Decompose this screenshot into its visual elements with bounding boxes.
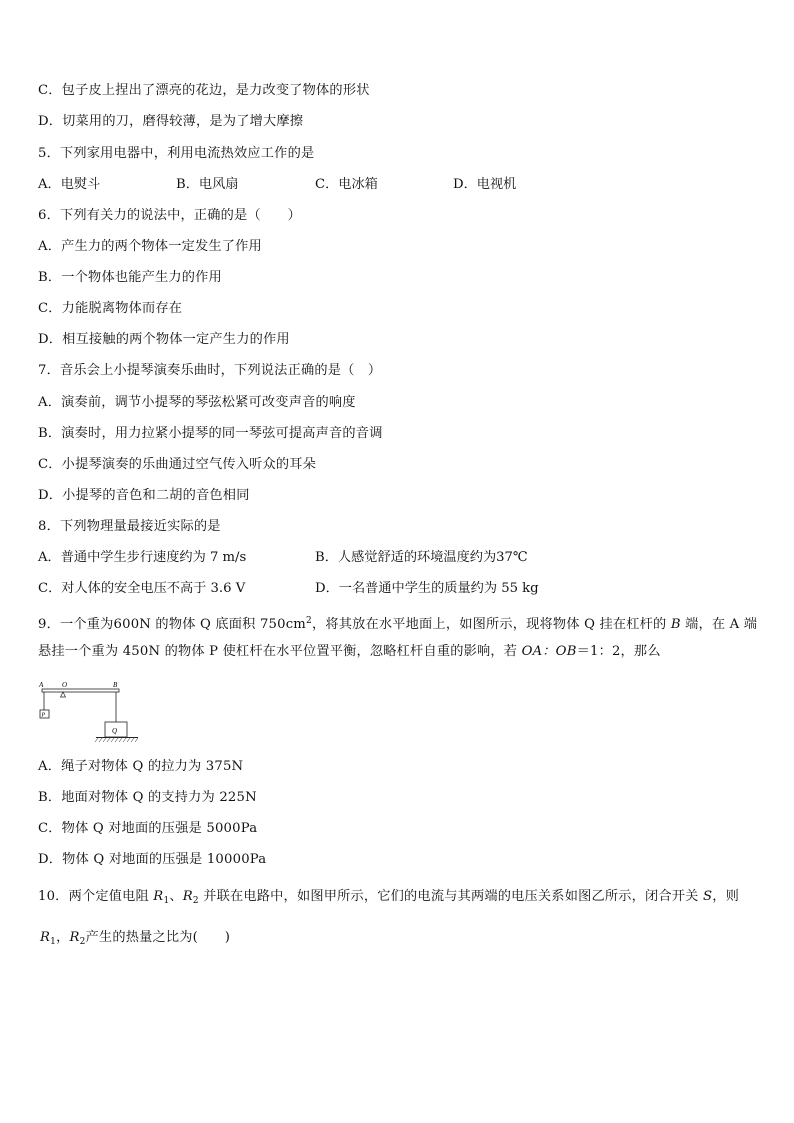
- q10-line2-r1: R: [40, 930, 51, 945]
- q10-line2-r2-subscript: 2: [79, 937, 86, 947]
- q5-option-c: C．电冰箱: [315, 177, 378, 192]
- q10-text-1: 10．两个定值电阻: [38, 889, 154, 904]
- q10-text-3: ，则: [712, 889, 739, 904]
- q8-option-c: C．对人体的安全电压不高于 3.6 V: [38, 581, 246, 596]
- q9-option-a: A．绳子对物体 Q 的拉力为 375N: [38, 759, 244, 774]
- lever-bar: [42, 689, 119, 692]
- q10-text-2: 并联在电路中，如图甲所示，它们的电流与其两端的电压关系如图乙所示，闭合开关: [198, 889, 703, 904]
- q5-option-d: D．电视机: [453, 177, 517, 192]
- q10-r1-subscript: 1: [163, 896, 170, 906]
- q9-stem-superscript: 2: [306, 616, 312, 626]
- q7-stem: 7．音乐会上小提琴演奏乐曲时，下列说法正确的是（ ）: [38, 363, 382, 378]
- q9-ratio: OA：OB: [521, 644, 577, 659]
- q9-line2-text-2: ＝1：2，那么: [576, 644, 661, 659]
- q10-stem-line2: [40, 929, 230, 951]
- q9-stem-text-1: 9．一个重为600N 的物体 Q 底面积 750cm: [38, 617, 307, 632]
- q9-line2-text-1: 悬挂一个重为 450N 的物体 P 使杠杆在水平位置平衡，忽略杠杆自重的影响，若: [38, 644, 522, 659]
- q7-option-b: B．演奏时，用力拉紧小提琴的同一琴弦可提高声音的音调: [38, 426, 383, 441]
- q4-option-c: C．包子皮上捏出了漂亮的花边，是力改变了物体的形状: [38, 83, 370, 98]
- q10-line2-r2: R: [69, 930, 80, 945]
- object-p-label: P: [41, 712, 46, 719]
- q10-stem-line1: [38, 888, 739, 910]
- q10-r2: R: [182, 889, 193, 904]
- q9-stem-line2: [38, 643, 661, 661]
- q5-stem: 5．下列家用电器中，利用电流热效应工作的是: [38, 146, 315, 161]
- q9-option-c: C．物体 Q 对地面的压强是 5000Pa: [38, 821, 258, 836]
- fulcrum: [61, 692, 66, 697]
- q4-option-d: D．切菜用的刀，磨得较薄，是为了增大摩擦: [38, 114, 304, 129]
- q9-stem-line1: [38, 612, 757, 634]
- q10-line2-text: 产生的热量之比为( ): [85, 930, 231, 945]
- q6-stem: 6．下列有关力的说法中，正确的是（ ）: [38, 208, 301, 223]
- q8-stem: 8．下列物理量最接近实际的是: [38, 519, 221, 534]
- lever-label-o: O: [62, 681, 68, 689]
- q5-option-a: A．电熨斗: [38, 177, 101, 192]
- q6-option-b: B．一个物体也能产生力的作用: [38, 270, 222, 285]
- q5-option-b: B．电风扇: [176, 177, 239, 192]
- lever-label-a: A: [39, 681, 44, 689]
- q7-option-c: C．小提琴演奏的乐曲通过空气传入听众的耳朵: [38, 457, 317, 472]
- q10-r1: R: [153, 889, 164, 904]
- q6-option-c: C．力能脱离物体而存在: [38, 301, 183, 316]
- q8-option-a: A．普通中学生步行速度约为 7 m/s: [38, 550, 247, 565]
- q7-option-d: D．小提琴的音色和二胡的音色相同: [38, 488, 250, 503]
- q10-r2-subscript: 2: [192, 896, 199, 906]
- q10-separator: 、: [169, 889, 183, 904]
- q9-stem-b: B: [670, 617, 681, 632]
- q9-option-d: D．物体 Q 对地面的压强是 10000Pa: [38, 852, 267, 867]
- q10-line2-r1-subscript: 1: [50, 937, 57, 947]
- lever-figure: [36, 678, 146, 746]
- q9-option-b: B．地面对物体 Q 的支持力为 225N: [38, 790, 257, 805]
- q9-stem-text-3: 端，在 A 端: [680, 617, 758, 632]
- q9-stem-text-2: ，将其放在水平地面上，如图所示，现将物体 Q 挂在杠杆的: [311, 617, 671, 632]
- lever-diagram: [36, 678, 146, 746]
- ground-hatching: [95, 738, 138, 742]
- object-q-label: Q: [112, 727, 118, 735]
- q8-option-b: B．人感觉舒适的环境温度约为37℃: [315, 550, 528, 565]
- q6-option-a: A．产生力的两个物体一定发生了作用: [38, 239, 262, 254]
- q7-option-a: A．演奏前，调节小提琴的琴弦松紧可改变声音的响度: [38, 395, 356, 410]
- lever-label-b: B: [113, 681, 118, 689]
- q10-switch-s: S: [702, 889, 713, 904]
- q6-option-d: D．相互接触的两个物体一定产生力的作用: [38, 332, 290, 347]
- q8-option-d: D．一名普通中学生的质量约为 55 kg: [315, 581, 539, 596]
- q10-line2-comma: ，: [56, 930, 70, 945]
